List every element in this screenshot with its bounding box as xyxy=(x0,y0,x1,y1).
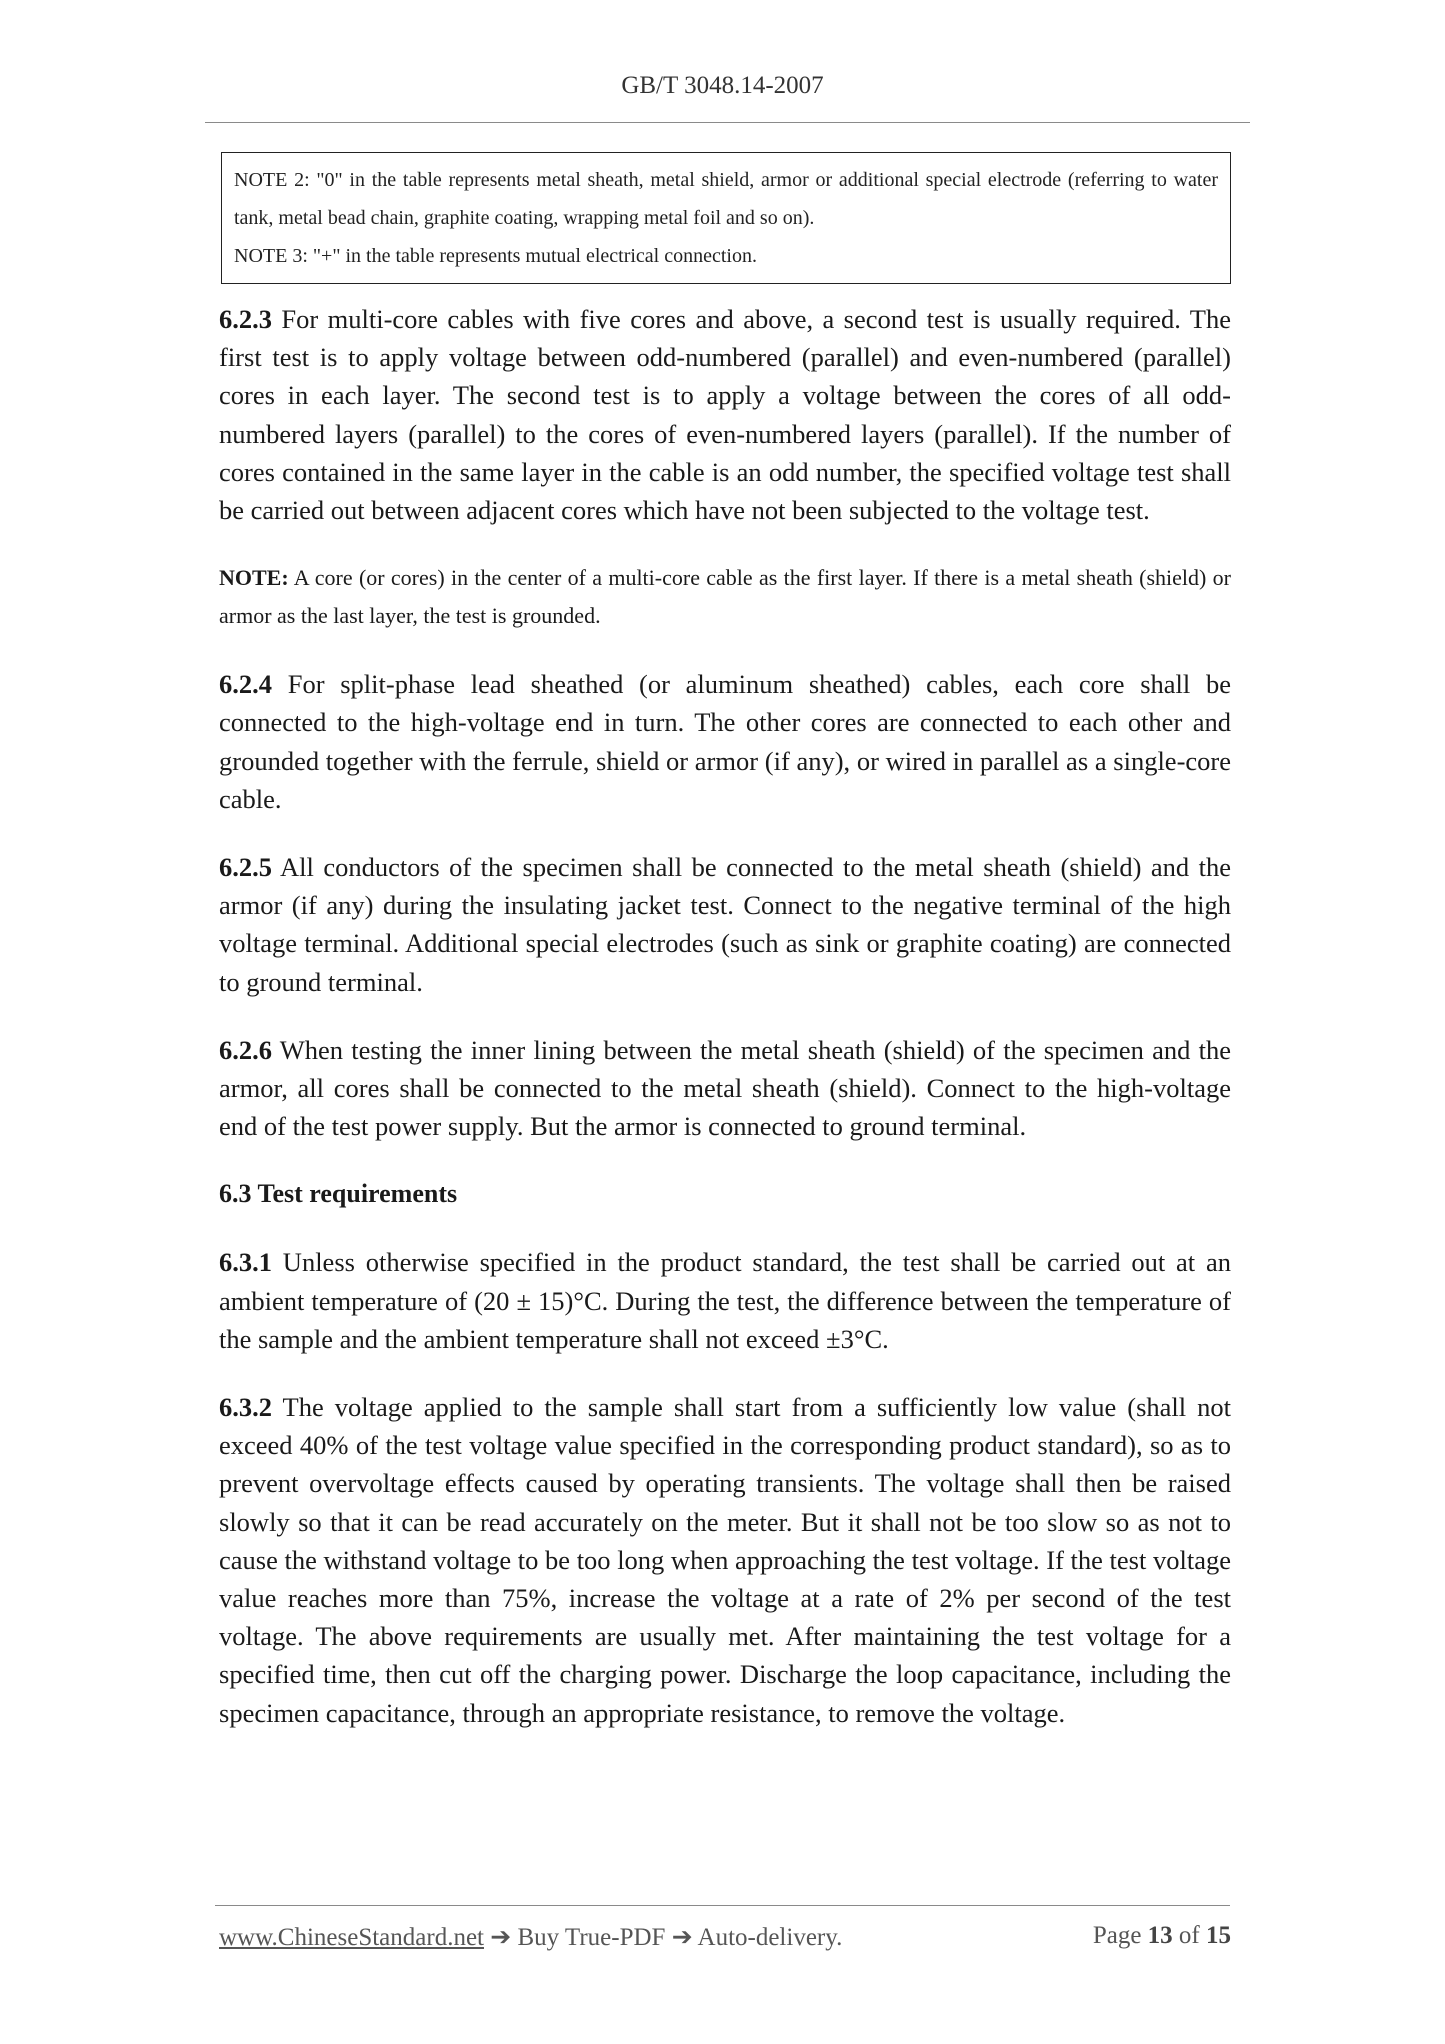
of-label: of xyxy=(1178,1922,1200,1949)
current-page: 13 xyxy=(1147,1922,1173,1949)
clause-6-2-5 xyxy=(219,848,1231,1001)
clause-number: 6.2.4 xyxy=(219,669,272,700)
document-code-header: GB/T 3048.14-2007 xyxy=(621,72,824,99)
clause-number: 6.2.6 xyxy=(219,1034,272,1065)
clause-6-2-3 xyxy=(219,300,1231,529)
note-2: NOTE 2: "0" in the table represents metal sheath, metal shield, armor or additional special electrode (referring to water tank, metal bead chain, graphite coating, wrapping metal foil and so on). xyxy=(234,169,1218,229)
clause-text: For split-phase lead sheathed (or aluminum sheathed) cables, each core shall be connected to the high-voltage end in turn. The other cores are connected to each other and grounded together with the ferrule, shield or armor (if any), or wired in parallel as a single-core cable. xyxy=(219,669,1231,814)
clause-text: Unless otherwise specified in the product standard, the test shall be carried out at an ambient temperature of (20 ± 15)°C. During the test, the difference between the temperature of the sample and the ambient temperature shall not exceed ±3°C. xyxy=(219,1247,1231,1354)
clause-number: 6.2.5 xyxy=(219,852,272,883)
clause-text: For multi-core cables with five cores and above, a second test is usually required. The first test is to apply voltage between odd-numbered (parallel) and even-numbered (parallel) cores in each layer. The second test is to apply a voltage between the cores of all odd-numbered layers (parallel) to the cores of even-numbered layers (parallel). If the number of cores contained in the same layer in the cable is an odd number, the specified voltage test shall be carried out between adjacent cores which have not been subjected to the voltage test. xyxy=(219,304,1231,526)
note-label: NOTE: xyxy=(219,565,289,591)
website-link[interactable]: www.ChineseStandard.net xyxy=(219,1924,484,1951)
page-label: Page xyxy=(1092,1922,1142,1949)
total-pages: 15 xyxy=(1206,1922,1231,1949)
clause-6-2-4 xyxy=(219,665,1231,818)
section-heading-6-3: 6.3 Test requirements xyxy=(219,1179,458,1209)
clause-text: All conductors of the specimen shall be connected to the metal sheath (shield) and the armor (if any) during the insulating jacket test. Connect to the negative terminal of the high voltage terminal. Additional special electrodes (such as sink or graphite coating) are connected to ground terminal. xyxy=(219,852,1231,997)
buy-pdf-text: Buy True-PDF xyxy=(517,1924,666,1951)
clause-number: 6.3.1 xyxy=(219,1247,272,1278)
clause-6-3-1 xyxy=(219,1243,1231,1358)
arrow-right-icon: ➔ xyxy=(490,1924,512,1951)
clause-6-3-2 xyxy=(219,1388,1231,1732)
note-text: A core (or cores) in the center of a multi-core cable as the first layer. If there is a metal sheath (shield) or armor as the last layer, the test is grounded. xyxy=(219,565,1231,629)
header-divider xyxy=(205,122,1250,123)
footer-divider xyxy=(215,1905,1230,1906)
clause-6-2-6 xyxy=(219,1031,1231,1146)
auto-delivery-text: Auto-delivery. xyxy=(697,1924,843,1951)
footer-promo xyxy=(219,1922,842,1952)
arrow-right-icon: ➔ xyxy=(671,1924,693,1951)
clause-number: 6.3.2 xyxy=(219,1392,272,1423)
page-number xyxy=(1093,1922,1231,1950)
main-content xyxy=(219,300,1231,1762)
note-paragraph xyxy=(219,559,1231,635)
clause-number: 6.2.3 xyxy=(219,304,272,334)
note-3: NOTE 3: "+" in the table represents mutual electrical connection. xyxy=(234,245,757,267)
clause-text: When testing the inner lining between the metal sheath (shield) of the specimen and the armor, all cores shall be connected to the metal sheath (shield). Connect to the high-voltage end of the test power supply. But the armor is connected to ground terminal. xyxy=(219,1034,1231,1142)
clause-text: The voltage applied to the sample shall start from a sufficiently low value (shall not exceed 40% of the test voltage value specified in the corresponding product standard), so as to prevent overvoltage effects caused by operating transients. The voltage shall then be raised slowly so that it can be read accurately on the meter. But it shall not be too slow so as not to cause the withstand voltage to be too long when approaching the test voltage. If the test voltage value reaches more than 75%, increase the voltage at a rate of 2% per second of the test voltage. The above requirements are usually met. After maintaining the test voltage for a specified time, then cut off the charging power. Discharge the loop capacitance, including the specimen capacitance, through an appropriate resistance, to remove the voltage. xyxy=(219,1392,1231,1728)
notes-box xyxy=(221,152,1231,284)
